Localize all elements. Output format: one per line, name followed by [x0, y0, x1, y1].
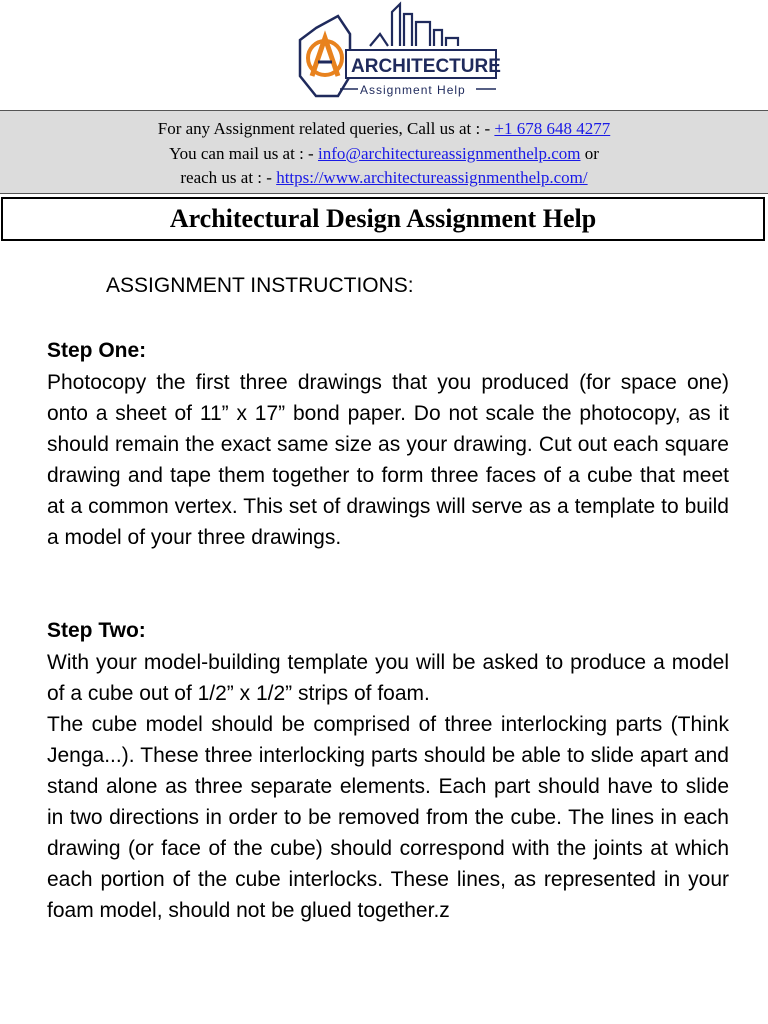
contact-phone-prefix: For any Assignment related queries, Call us at : - — [157, 119, 495, 138]
instructions-heading: ASSIGNMENT INSTRUCTIONS: — [106, 274, 414, 297]
phone-link[interactable]: +1 678 648 4277 — [494, 119, 611, 138]
contact-line-phone — [0, 117, 768, 142]
logo-brand: ARCHITECTURE — [351, 56, 501, 77]
step-one-title: Step One: — [47, 339, 147, 362]
logo-tagline: Assignment Help — [360, 83, 466, 97]
email-link[interactable]: info@architectureassignmenthelp.com — [317, 143, 581, 163]
contact-email-suffix: or — [580, 143, 599, 163]
logo-letter-mark — [310, 25, 311, 26]
website-link[interactable]: https://www.architectureassignmenthelp.com/ — [276, 168, 588, 187]
contact-line-email — [0, 142, 768, 167]
skyline-icon — [370, 4, 458, 46]
step-two-text: With your model-building template you will be asked to produce a model of a cube out of 1/2” x 1/2” strips of foam. — [47, 651, 729, 705]
contact-email-prefix: You can mail us at : - — [169, 143, 318, 163]
company-logo — [296, 0, 506, 104]
step-two-title: Step Two: — [47, 619, 146, 642]
step-two-text-continued: The cube model should be comprised of three interlocking parts (Think Jenga...). These three interlocking parts should be able to slide apart and stand alone as three separate elements. Each part should have to slide in two directions in order to be removed from the cube. The lines in each drawing (or face of the cube) should correspond with the joints at which each portion of the cube interlocks. These lines, as represented in your foam model, should not be glued together.z — [47, 713, 729, 922]
step-one-text: Photocopy the first three drawings that you produced (for space one) onto a sheet of 11” x 17” bond paper. Do not scale the photocopy, as it should remain the exact same size as your drawing. Cut out each square drawing and tape them together to form three faces of a cube that meet at a common vertex. This set of drawings will serve as a template to build a model of your three drawings. — [47, 371, 729, 549]
contact-website-prefix: reach us at : - — [180, 168, 277, 187]
contact-bar — [0, 110, 768, 194]
page-title: Architectural Design Assignment Help — [1, 197, 765, 241]
contact-line-website — [0, 166, 768, 191]
